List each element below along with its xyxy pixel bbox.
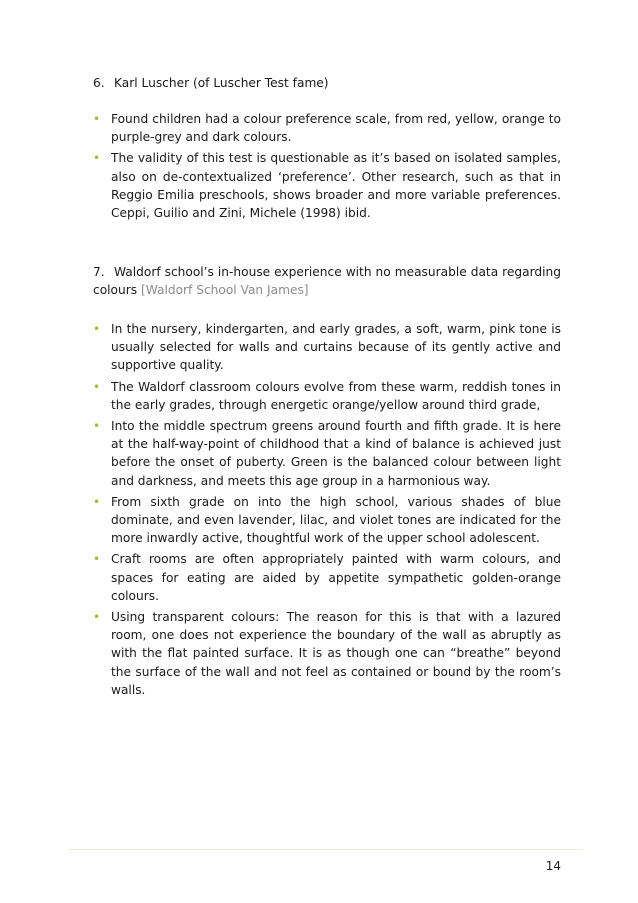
section-6-number: 6. — [93, 76, 105, 90]
bullet-icon: • — [93, 610, 101, 625]
page-number: 14 — [545, 859, 561, 873]
list-item — [93, 378, 561, 414]
bullet-text: The validity of this test is questionable as it’s based on isolated samples, also on de-contextualized ‘preference’. Other research, such as that in Reggio Emilia preschools, shows broader and more variable preferences. Ceppi, Guilio and Zini, Michele (1998) ibid. — [111, 151, 561, 221]
section-7-bullet-list — [93, 320, 561, 702]
bullet-icon: • — [93, 419, 101, 434]
bullet-text: From sixth grade on into the high school, various shades of blue dominate, and even lavender, lilac, and violet tones are indicated for the more inwardly active, thoughtful work of the upper school adolescent. — [111, 494, 561, 546]
bullet-icon: • — [93, 379, 101, 394]
section-7-number: 7. — [93, 265, 105, 279]
section-7-title: Waldorf school’s in-house experience with no measurable data regarding colours — [93, 265, 561, 298]
bullet-icon: • — [93, 552, 101, 567]
bullet-icon: • — [93, 112, 101, 126]
bullet-text: Using transparent colours: The reason for this is that with a lazured room, one does not experience the boundary of the wall as abruptly as with the flat painted surface. It is as though one can “breathe” beyond the surface of the wall and not feel as contained or bound by the room’s walls. — [111, 610, 561, 697]
list-item — [93, 417, 561, 490]
bullet-icon: • — [93, 322, 101, 336]
bullet-text: In the nursery, kindergarten, and early grades, a soft, warm, pink tone is usually selected for walls and curtains because of its gently active and supportive quality. — [111, 322, 561, 373]
bullet-icon: • — [93, 494, 101, 509]
section-6-bullet-list — [93, 110, 561, 225]
bullet-text: Into the middle spectrum greens around fourth and fifth grade. It is here at the half-way-point of childhood that a kind of balance is achieved just before the onset of puberty. Green is the balanced colour between light and darkness, and meets this age group in a harmonious way. — [111, 419, 561, 488]
section-6-heading — [93, 74, 561, 92]
list-item — [93, 493, 561, 548]
list-item — [93, 110, 561, 146]
list-item — [93, 320, 561, 375]
bullet-text: Found children had a colour preference scale, from red, yellow, orange to purple-grey and dark colours. — [111, 112, 561, 145]
list-item — [93, 608, 561, 699]
list-item — [93, 550, 561, 605]
section-7-heading — [93, 263, 561, 299]
section-6-title: Karl Luscher (of Luscher Test fame) — [114, 76, 329, 90]
bullet-text: Craft rooms are often appropriately painted with warm colours, and spaces for eating are aided by appetite sympathetic golden-orange colours. — [111, 552, 561, 603]
list-item — [93, 149, 561, 222]
footer-divider — [68, 849, 583, 850]
bullet-icon: • — [93, 151, 101, 166]
bullet-text: The Waldorf classroom colours evolve from these warm, reddish tones in the early grades, through energetic orange/yellow around third grade, — [111, 379, 561, 412]
section-7-reference: [Waldorf School Van James] — [140, 283, 309, 298]
